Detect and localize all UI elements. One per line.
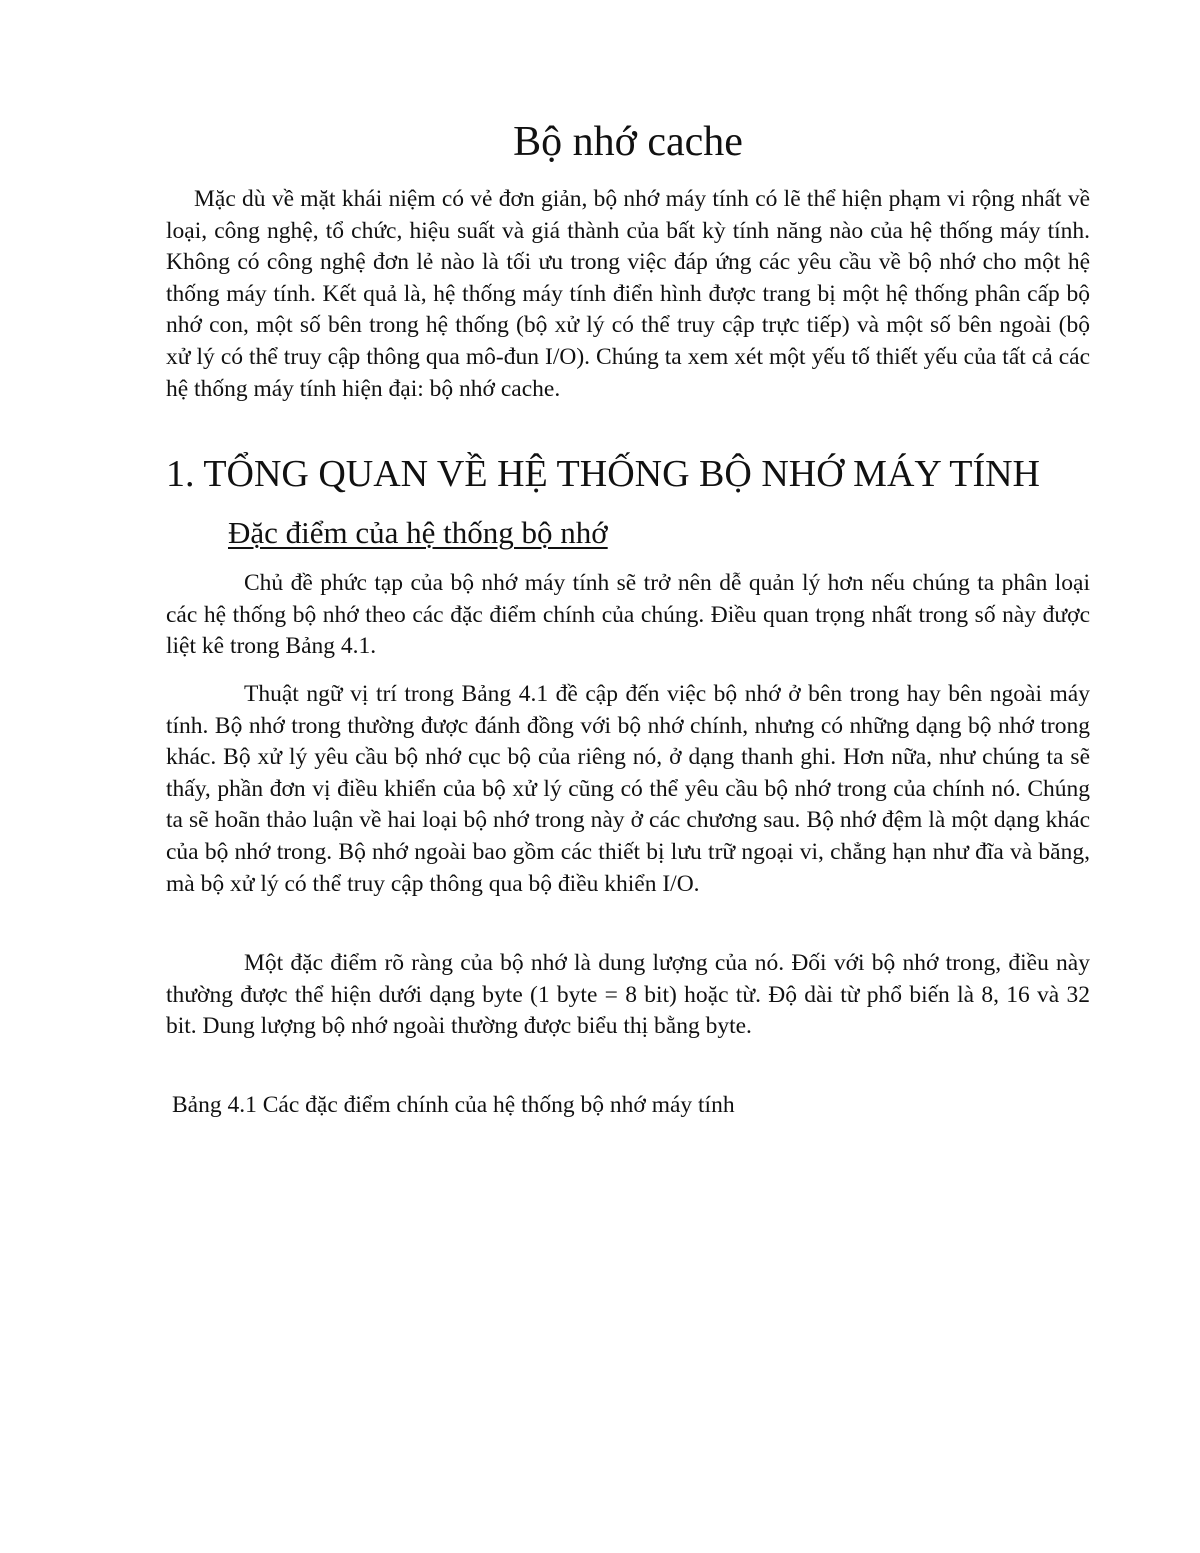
- body-paragraph: Chủ đề phức tạp của bộ nhớ máy tính sẽ trở nên dễ quản lý hơn nếu chúng ta phân loại các hệ thống bộ nhớ theo các đặc điểm chính của chúng. Điều quan trọng nhất trong số này được liệt kê trong Bảng 4.1.: [166, 570, 1090, 660]
- intro-paragraph: Mặc dù về mặt khái niệm có vẻ đơn giản, bộ nhớ máy tính có lẽ thể hiện phạm vi rộng nhất về loại, công nghệ, tổ chức, hiệu suất và giá thành của bất kỳ tính năng nào của hệ thống máy tính. Không có công nghệ đơn lẻ nào là tối ưu trong việc đáp ứng các yêu cầu về bộ nhớ cho một hệ thống máy tính. Kết quả là, hệ thống máy tính điển hình được trang bị một hệ thống phân cấp bộ nhớ con, một số bên trong hệ thống (bộ xử lý có thể truy cập trực tiếp) và một số bên ngoài (bộ xử lý có thể truy cập thông qua mô-đun I/O). Chúng ta xem xét một yếu tố thiết yếu của tất cả các hệ thống máy tính hiện đại: bộ nhớ cache.: [166, 186, 1090, 402]
- subsection-heading: Đặc điểm của hệ thống bộ nhớ: [228, 515, 608, 550]
- document-title: Bộ nhớ cache: [513, 119, 743, 165]
- table-caption: Bảng 4.1 Các đặc điểm chính của hệ thống bộ nhớ máy tính: [172, 1092, 735, 1118]
- body-paragraph: Thuật ngữ vị trí trong Bảng 4.1 đề cập đến việc bộ nhớ ở bên trong hay bên ngoài máy tính. Bộ nhớ trong thường được đánh đồng với bộ nhớ chính, nhưng có những dạng bộ nhớ trong khác. Bộ xử lý yêu cầu bộ nhớ cục bộ của riêng nó, ở dạng thanh ghi. Hơn nữa, như chúng ta sẽ thấy, phần đơn vị điều khiển của bộ xử lý cũng có thể yêu cầu bộ nhớ trong của chính nó. Chúng ta sẽ hoãn thảo luận về hai loại bộ nhớ trong này ở các chương sau. Bộ nhớ đệm là một dạng khác của bộ nhớ trong. Bộ nhớ ngoài bao gồm các thiết bị lưu trữ ngoại vi, chẳng hạn như đĩa và băng, mà bộ xử lý có thể truy cập thông qua bộ điều khiển I/O.: [166, 681, 1090, 897]
- body-paragraph: Một đặc điểm rõ ràng của bộ nhớ là dung lượng của nó. Đối với bộ nhớ trong, điều này thường được thể hiện dưới dạng byte (1 byte = 8 bit) hoặc từ. Độ dài từ phổ biến là 8, 16 và 32 bit. Dung lượng bộ nhớ ngoài thường được biểu thị bằng byte.: [166, 950, 1090, 1040]
- section-heading: 1. TỔNG QUAN VỀ HỆ THỐNG BỘ NHỚ MÁY TÍNH: [166, 453, 1040, 495]
